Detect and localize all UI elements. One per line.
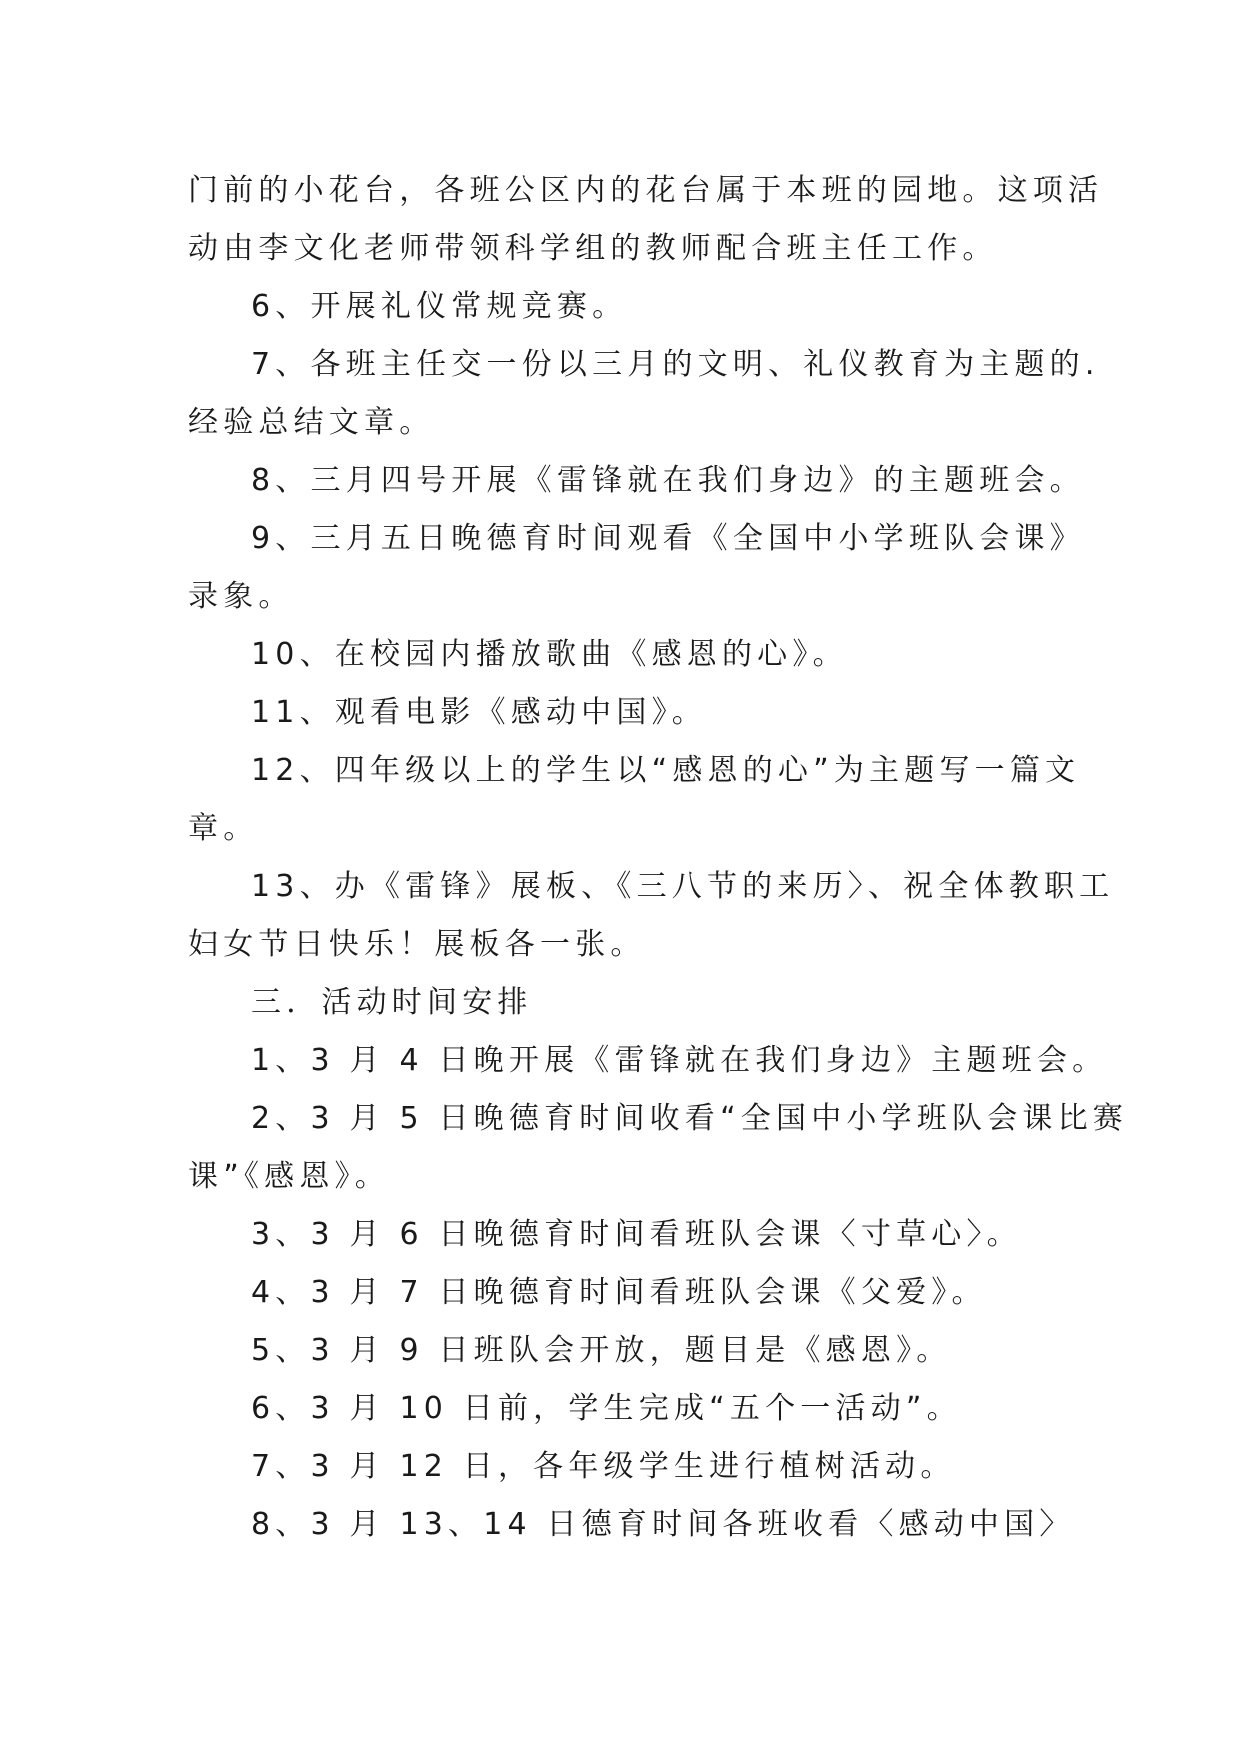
list-item: 2、3 月 5 日晚德育时间收看“全国中小学班队会课比赛 (251, 1101, 1129, 1136)
text-line: 动由李文化老师带领科学组的教师配合班主任工作。 (188, 231, 998, 266)
list-item: 5、3 月 9 日班队会开放，题目是《感恩》。 (251, 1333, 952, 1368)
text-line: 录象。 (188, 579, 294, 614)
section-heading: 三．活动时间安排 (251, 985, 533, 1020)
list-item: 11、观看电影《感动中国》。 (251, 695, 707, 730)
list-item: 9、三月五日晚德育时间观看《全国中小学班队会课》 (251, 521, 1085, 556)
list-item: 7、3 月 12 日，各年级学生进行植树活动。 (251, 1449, 956, 1484)
text-line: 章。 (188, 811, 259, 846)
text-line: 妇女节日快乐！展板各一张。 (188, 927, 646, 962)
list-item: 3、3 月 6 日晚德育时间看班队会课〈寸草心〉。 (251, 1217, 1022, 1252)
list-item: 8、三月四号开展《雷锋就在我们身边》的主题班会。 (251, 463, 1085, 498)
list-item: 13、办《雷锋》展板、《三八节的来历〉、祝全体教职工 (251, 869, 1115, 904)
list-item: 6、开展礼仪常规竞赛。 (251, 289, 628, 324)
document-body (188, 162, 1129, 1554)
list-item: 1、3 月 4 日晚开展《雷锋就在我们身边》主题班会。 (251, 1043, 1108, 1078)
list-item: 12、四年级以上的学生以“感恩的心”为主题写一篇文 (251, 753, 1081, 788)
list-item: 8、3 月 13、14 日德育时间各班收看〈感动中国〉 (251, 1507, 1075, 1542)
text-line: 经验总结文章。 (188, 405, 435, 440)
list-item: 7、各班主任交一份以三月的文明、礼仪教育为主题的. (251, 347, 1100, 382)
text-line: 课”《感恩》。 (188, 1159, 390, 1194)
list-item: 6、3 月 10 日前，学生完成“五个一活动”。 (251, 1391, 962, 1426)
text-line: 门前的小花台，各班公区内的花台属于本班的园地。这项活 (188, 173, 1104, 208)
list-item: 10、在校园内播放歌曲《感恩的心》。 (251, 637, 848, 672)
list-item: 4、3 月 7 日晚德育时间看班队会课《父爱》。 (251, 1275, 987, 1310)
